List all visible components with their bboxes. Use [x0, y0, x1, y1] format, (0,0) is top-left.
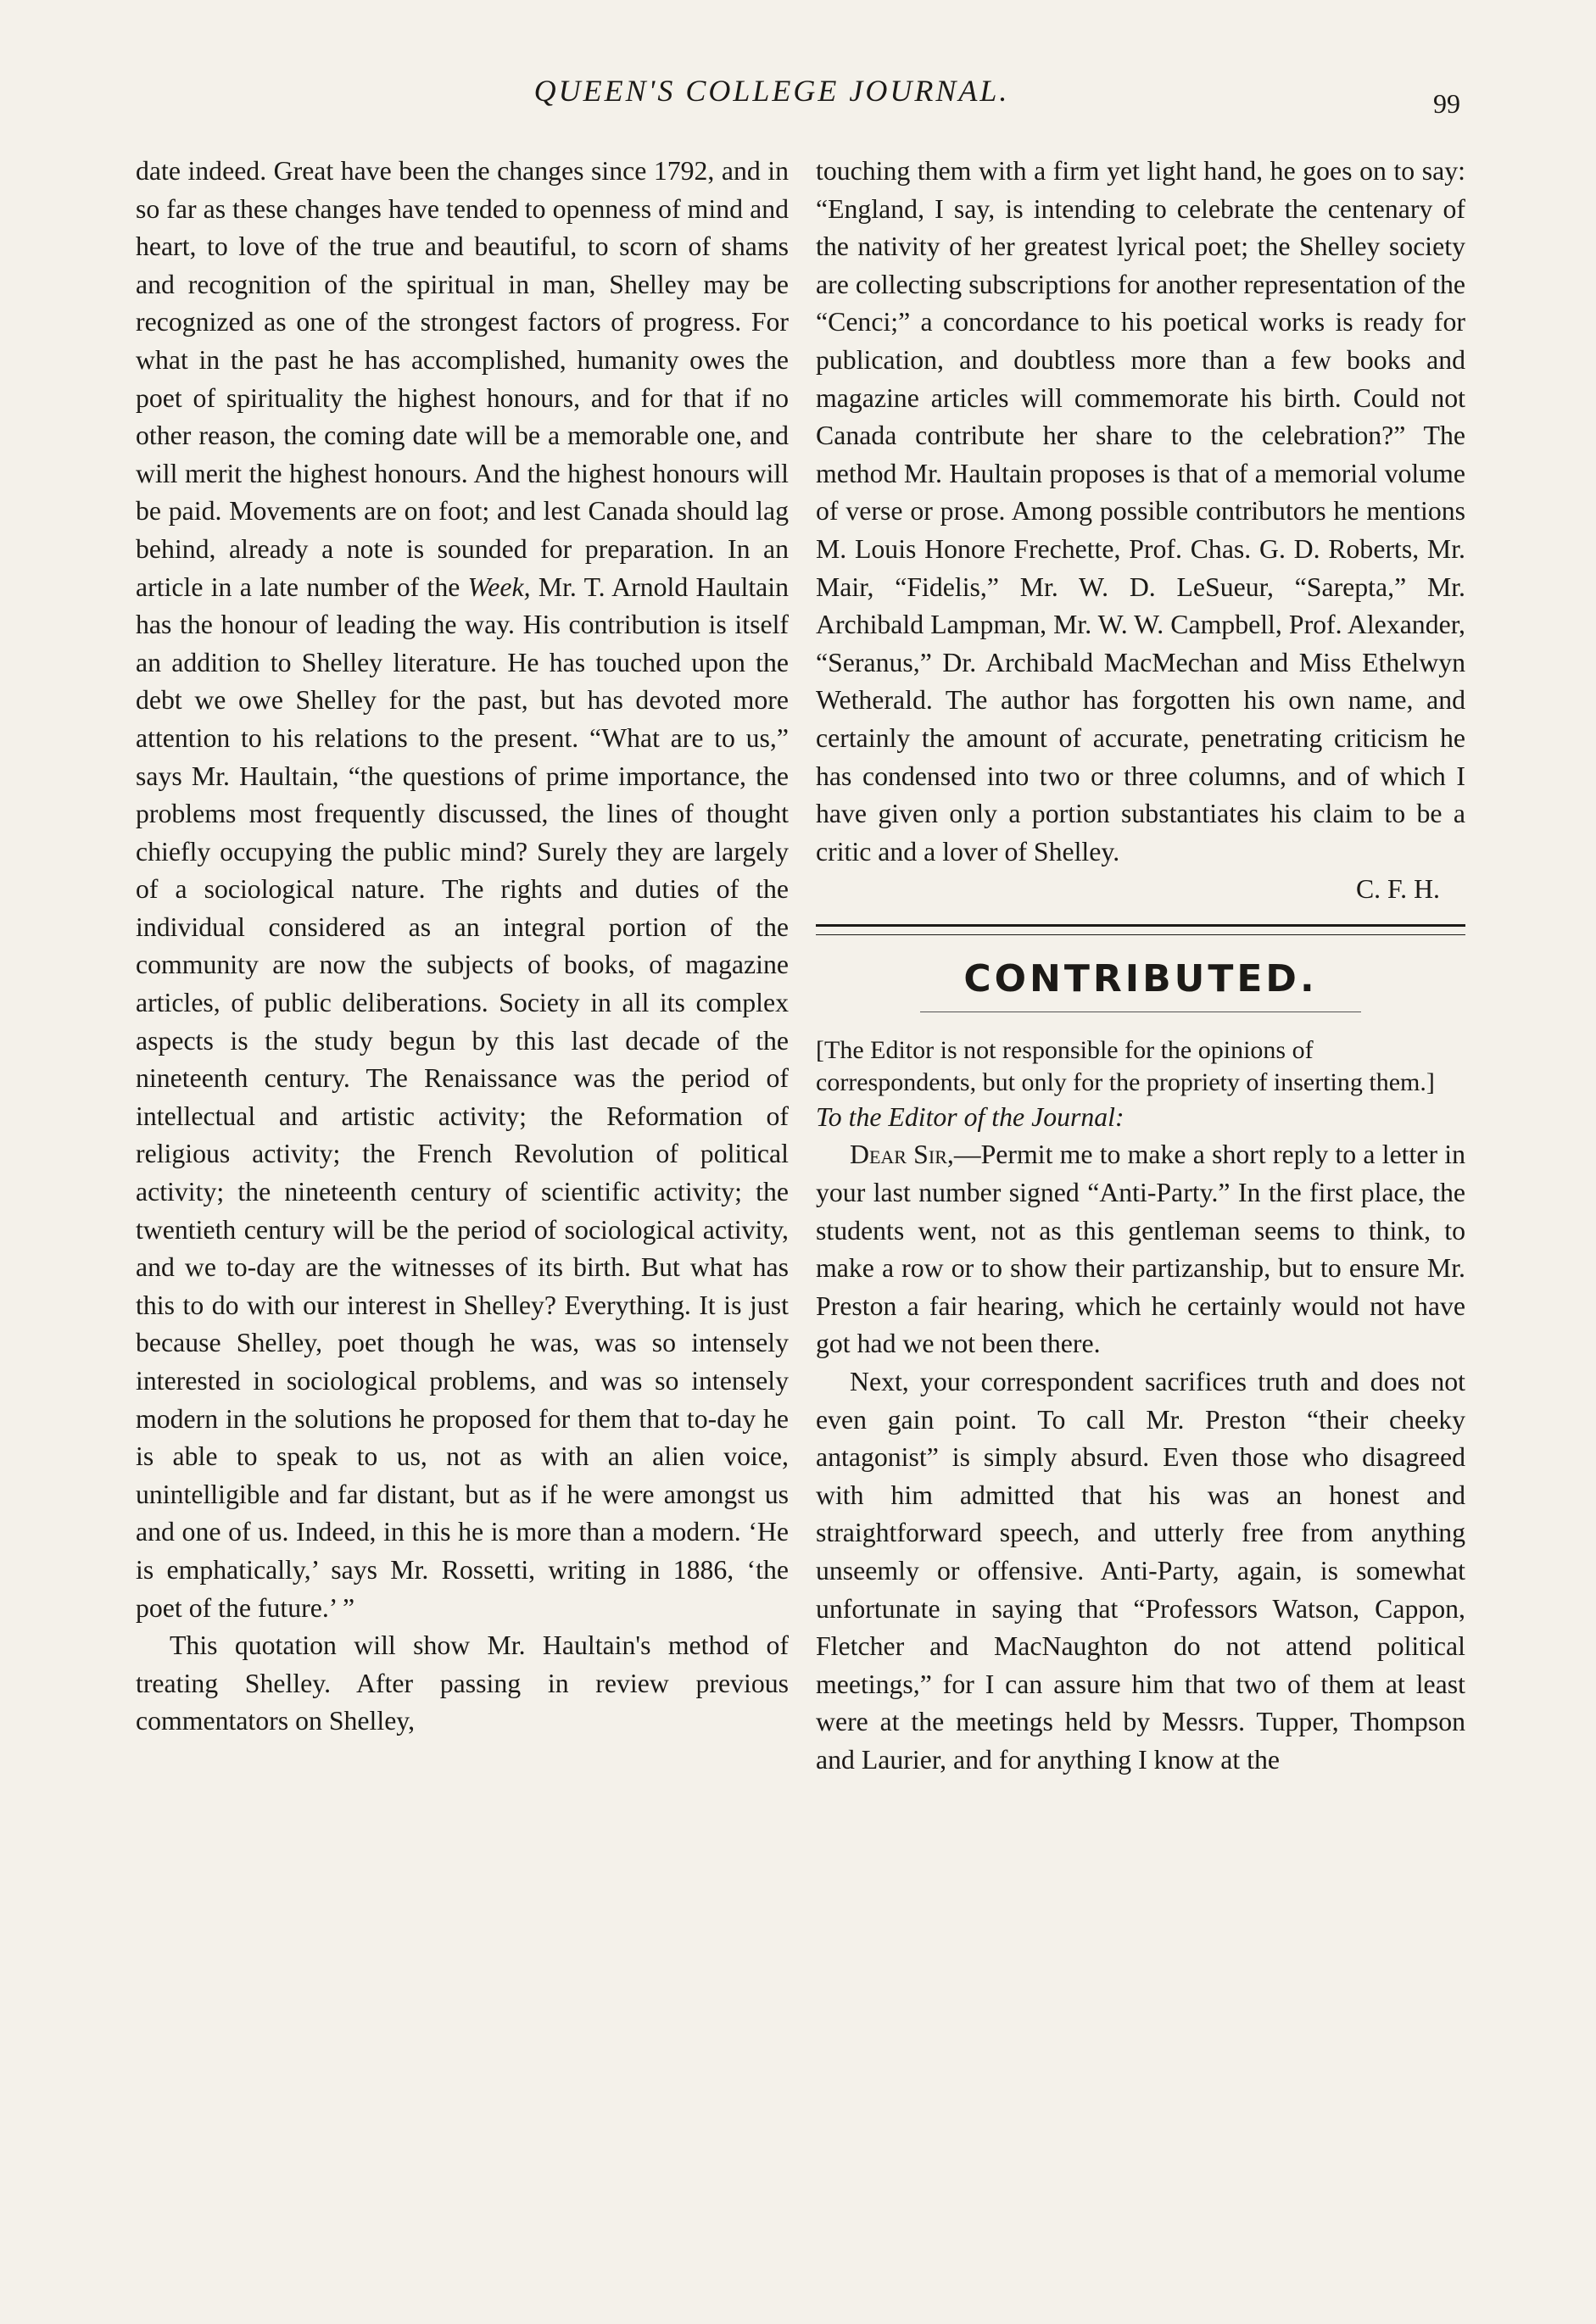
editor-disclaimer: [The Editor is not responsible for the opinions of correspondents, but only for the propriety of inserting them.] — [816, 1035, 1435, 1096]
left-column — [136, 153, 789, 1741]
letter-salutation: To the Editor of the Journal: — [816, 1101, 1124, 1132]
letter-paragraph-2: Next, your correspondent sacrifices truth and does not even gain point. To call Mr. Preston “their cheeky antagonist” is simply absurd. Even those who disagreed with him admitted that his was an honest and straightforward speech, and utterly free from anything unseemly or offensive. Anti-Party, again, is somewhat unfortunate in saying that “Professors Watson, Cappon, Fletcher and MacNaughton do not attend political meetings,” for I can assure him that two of them at least were at the meetings held by Messrs. Tupper, Thompson and Laurier, and for anything I know at the — [816, 1367, 1465, 1775]
shelley-article-paragraph-1 — [136, 153, 789, 1627]
paragraph-text-b: Mr. T. Arnold Haultain has the honour of leading the way. His contribution is itself an addition to Shelley literature. He has touched upon the debt we owe Shelley for the past, but has devoted more attention to his relations to the present. “What are to us,” says Mr. Haultain, “the questions of prime importance, the problems most frequently discussed, the lines of thought chiefly occupying the public mind? Surely they are largely of a sociological nature. The rights and duties of the individual considered as an integral portion of the community are now the subjects of books, of magazine articles, of public deliberations. Society in all its complex aspects is the study begun by this last decade of the nineteenth century. The Renaissance was the period of intellectual and artistic activity; the Reformation of religious activity; the French Revolution of political activity; the nineteenth century of scientific activity; the twentieth century will be the period of sociological activity, and we to-day are the witnesses of its birth. But what has this to do with our interest in Shelley? Everything. It is just because Shelley, poet though he was, was so intensely interested in sociological problems, and was so intensely modern in the solutions he proposed for them that to-day he is able to speak to us, not as with an alien voice, unintelligible and far distant, but as if he were amongst us and one of us. Indeed, in this he is more than a modern. ‘He is emphatically,’ says Mr. Rossetti, writing in 1886, ‘the poet of the future.’ ” — [136, 571, 789, 1623]
letter-paragraph-1 — [816, 1136, 1465, 1363]
author-signature: C. F. H. — [1355, 874, 1440, 905]
shelley-article-continuation: touching them with a firm yet light hand, he goes on to say: “England, I say, is intending to celebrate the centenary of the nativity of her greatest lyrical poet; the Shelley society are collecting subscriptions for another representation of the “Cenci;” a concordance to his poetical works is ready for publication, and doubtless more than a few books and magazine articles will commemorate his birth. Could not Canada contribute her share to the celebration?” The method Mr. Haultain proposes is that of a memorial volume of verse or prose. Among possible contributors he mentions M. Louis Honore Frechette, Prof. Chas. G. D. Roberts, Mr. Mair, “Fidelis,” Mr. W. D. LeSueur, “Sarepta,” Mr. Archibald Lampman, Mr. W. W. Campbell, Prof. Alexander, “Seranus,” Dr. Archibald MacMechan and Miss Ethelwyn Wetherald. The author has forgotten his own name, and certainly the amount of accurate, penetrating criticism he has condensed into two or three columns, and of which I have given only a portion substantiates his claim to be a critic and a lover of Shelley. — [816, 156, 1465, 867]
right-column — [816, 153, 1465, 1780]
page-number: 99 — [1433, 88, 1460, 119]
section-heading: CONTRIBUTED. — [963, 956, 1318, 1000]
letter-opening: Dear Sir, — [850, 1140, 954, 1170]
shelley-article-paragraph-2: This quotation will show Mr. Haultain's method of treating Shelley. After passing in review previous commentators on Shelley, — [136, 1630, 789, 1736]
running-title: QUEEN'S COLLEGE JOURNAL. — [533, 74, 1010, 108]
section-divider — [816, 924, 1465, 935]
letter-paragraph-1-text: —Permit me to make a short reply to a letter in your last number signed “Anti-Party.” In the first place, the students went, not as this gentleman seems to think, to make a row or to show their partizanship, but to ensure Mr. Preston a fair hearing, which he certainly would not have got had we not been there. — [816, 1140, 1466, 1359]
paragraph-text-a: date indeed. Great have been the changes since 1792, and in so far as these changes have tended to openness of mind and heart, to love of the true and beautiful, to scorn of shams and recognition of the spiritual in man, Shelley may be recognized as one of the strongest factors of progress. For what in the past he has accomplished, humanity owes the poet of spirituality the highest honours, and for that if no other reason, the coming date will be a memorable one, and will merit the highest honours. And the highest honours will be paid. Movements are on foot; and lest Canada should lag behind, already a note is sounded for preparation. In an article in a late number of the — [136, 156, 789, 602]
week-title: Week, — [467, 571, 531, 602]
